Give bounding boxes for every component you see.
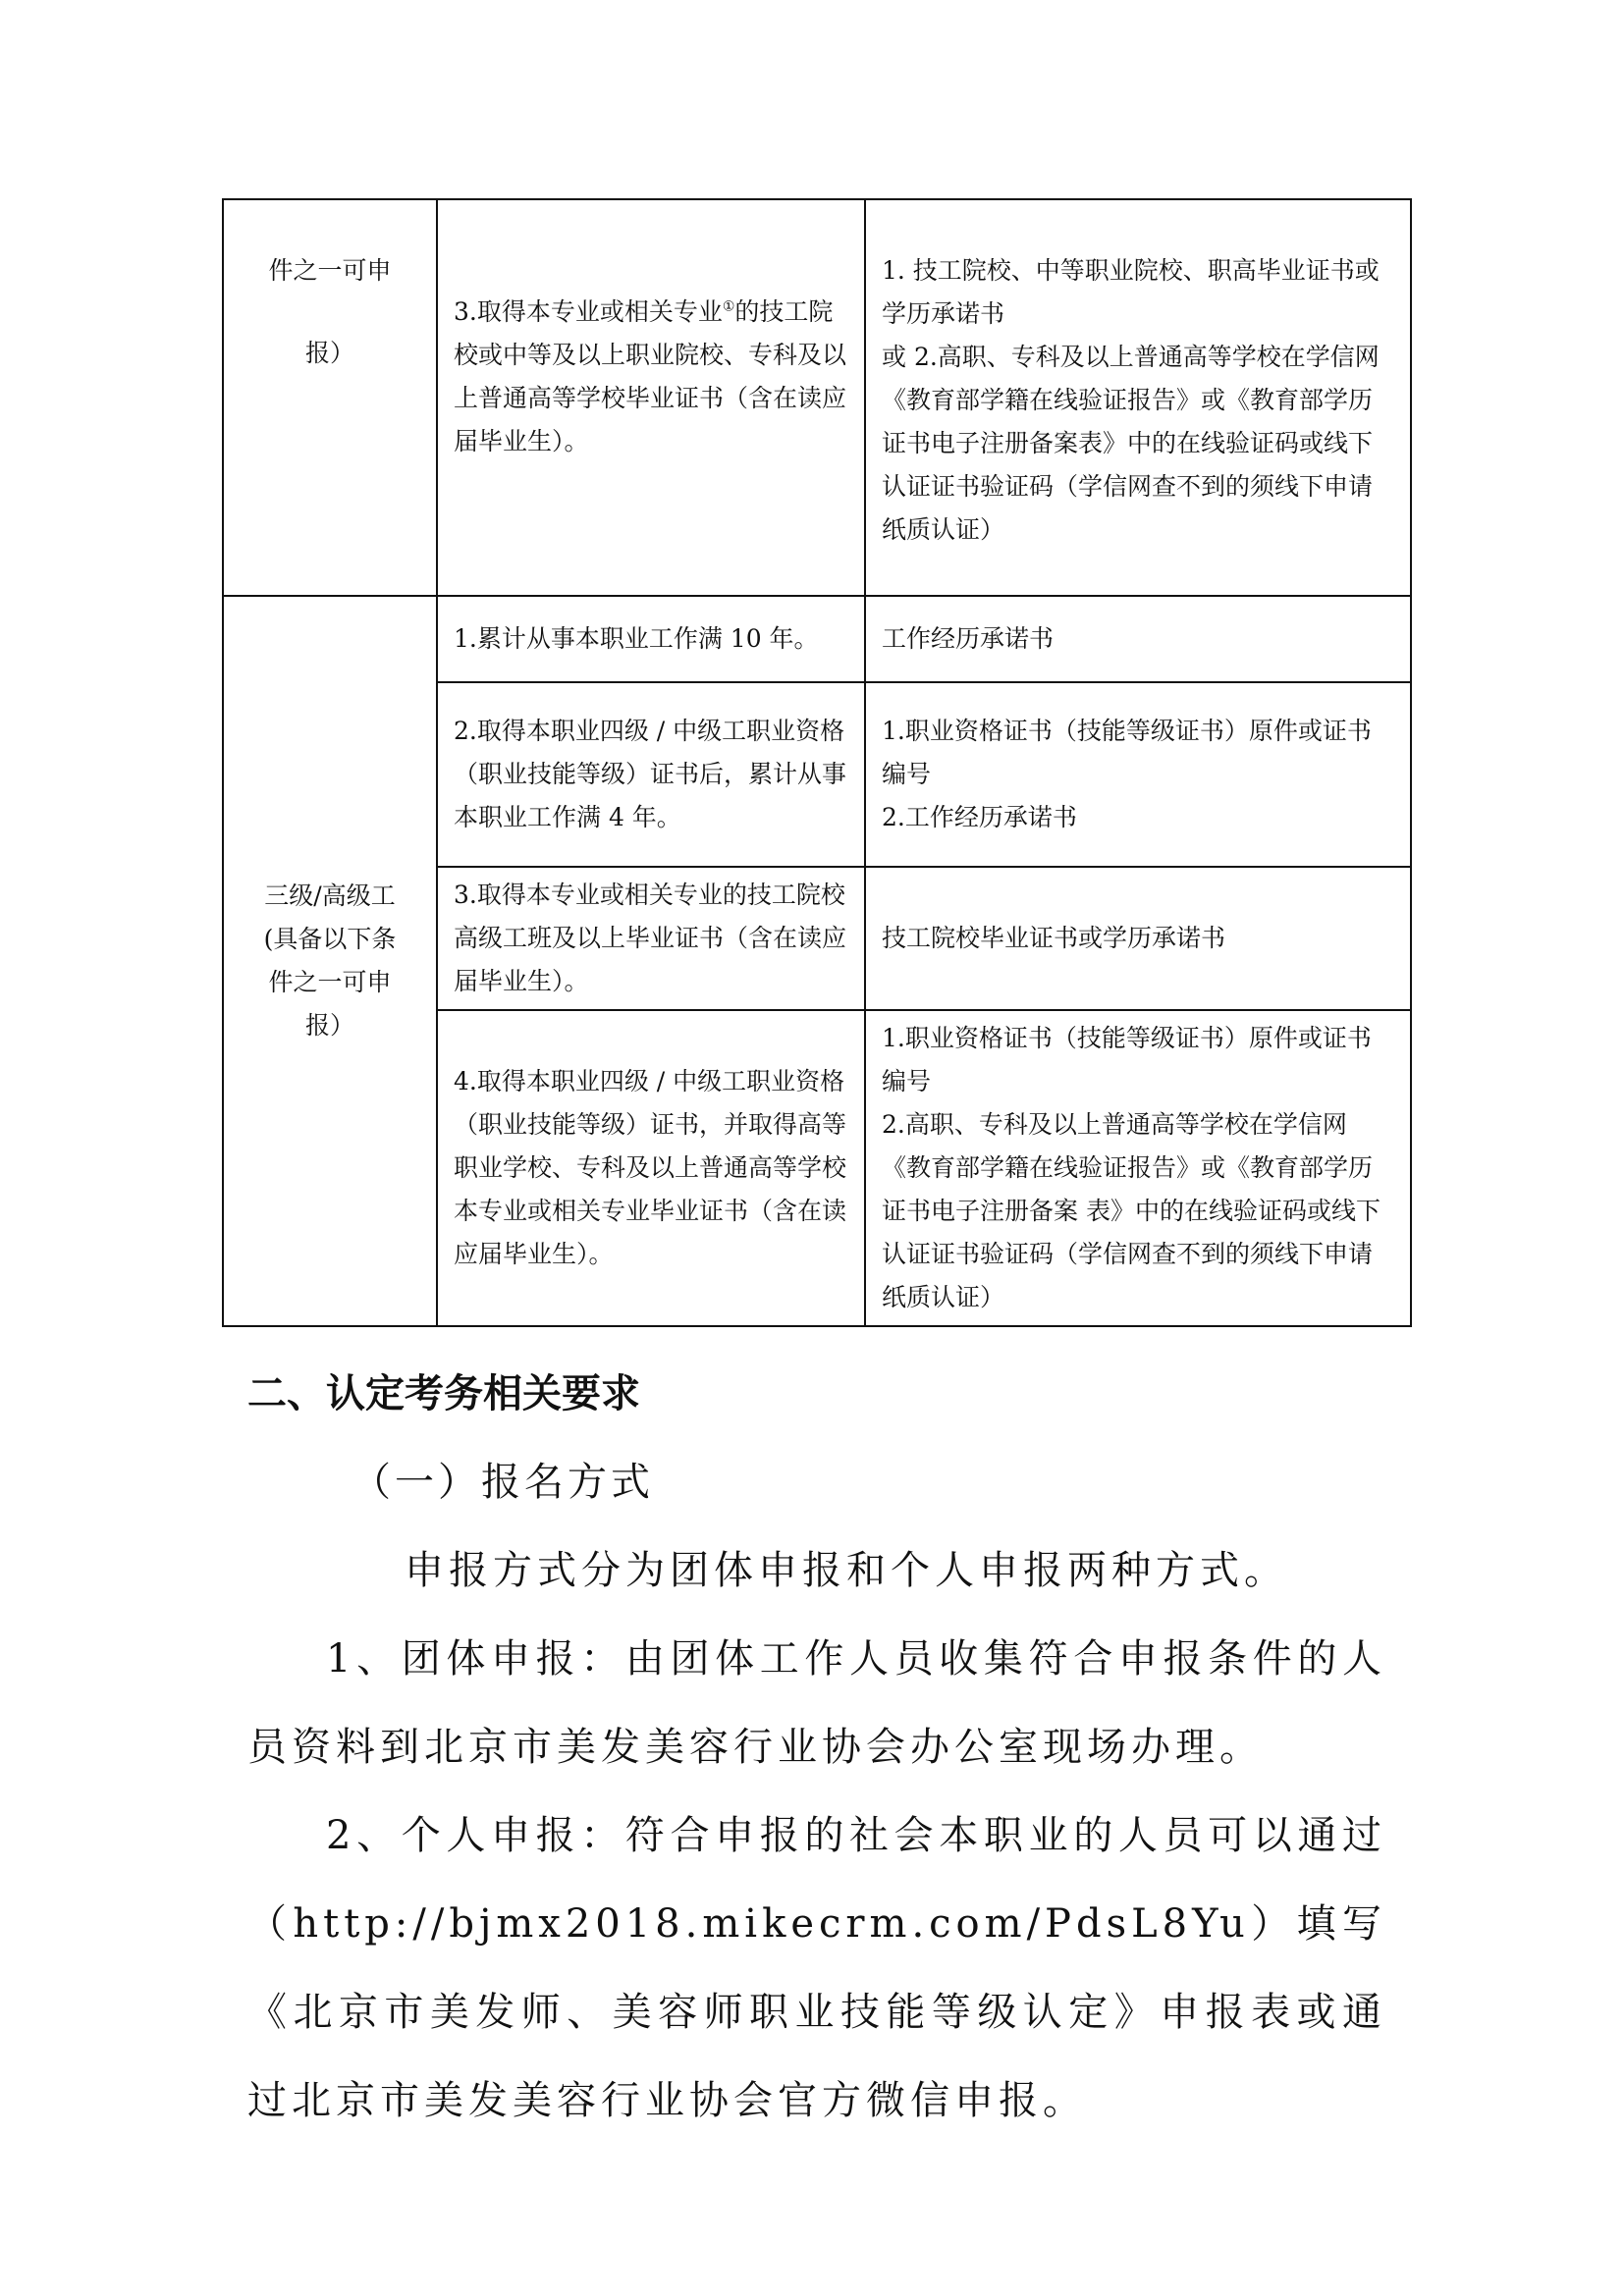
material-cell: 1. 技工院校、中等职业院校、职高毕业证书或学历承诺书 或 2.高职、专科及以上普通高等学校在学信网《教育部学籍在线验证报告》或《教育部学历证书电子注册备案表》中的在线验证码或线下认证证书验证码（学信网查不到的须线下申请纸质认证） [865,199,1411,596]
sub-heading: （一）报名方式 [352,1460,654,1505]
condition-cell: 1.累计从事本职业工作满 10 年。 [437,596,865,682]
requirements-table [222,198,1412,1327]
level-label-cell: 三级/高级工 (具备以下条 件之一可申 报） [223,596,437,1326]
paragraph: 申报方式分为团体申报和个人申报两种方式。 [405,1548,1288,1593]
section-heading: 二、认定考务相关要求 [247,1371,640,1416]
condition-cell [437,199,865,596]
condition-cell: 4.取得本职业四级 / 中级工职业资格（职业技能等级）证书，并取得高等职业学校、专科及以上普通高等学校本专业或相关专业毕业证书（含在读应届毕业生）。 [437,1010,865,1326]
table-row [223,199,1411,596]
material-cell: 工作经历承诺书 [865,596,1411,682]
condition-text-rest: 的技工院校或中等及以上职业院校、专科及以上普通高等学校毕业证书（含在读应届毕业生）。 [454,297,847,455]
condition-text: 3.取得本专业或相关专业 [454,297,723,326]
material-cell: 技工院校毕业证书或学历承诺书 [865,867,1411,1010]
paragraph: 2、个人申报：符合申报的社会本职业的人员可以通过（http://bjmx2018.mikecrm.com/PdsL8Yu）填写《北京市美发师、美容师职业技能等级认定》申报表或通过北京市美发美容行业协会官方微信申报。 [247,1813,1386,2123]
level-label-cell: 件之一可申 报） [223,199,437,596]
table-row [223,596,1411,682]
paragraph: 1、团体申报：由团体工作人员收集符合申报条件的人员资料到北京市美发美容行业协会办公室现场办理。 [247,1636,1386,1770]
condition-cell: 2.取得本职业四级 / 中级工职业资格（职业技能等级）证书后，累计从事本职业工作满 4 年。 [437,682,865,867]
footnote-marker: ① [722,298,735,315]
condition-cell: 3.取得本专业或相关专业的技工院校高级工班及以上毕业证书（含在读应届毕业生）。 [437,867,865,1010]
material-cell: 1.职业资格证书（技能等级证书）原件或证书编号 2.高职、专科及以上普通高等学校在学信网《教育部学籍在线验证报告》或《教育部学历证书电子注册备案 表》中的在线验证码或线下认证证书验证码（学信网查不到的须线下申请纸质认证） [865,1010,1411,1326]
material-cell: 1.职业资格证书（技能等级证书）原件或证书编号 2.工作经历承诺书 [865,682,1411,867]
